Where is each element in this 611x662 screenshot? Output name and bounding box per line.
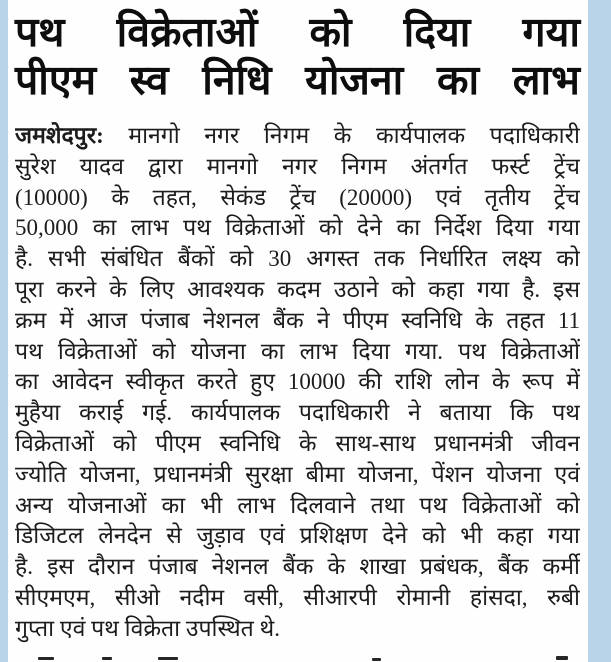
article-body [15,121,580,645]
cropped-text-fragment-bottom [372,658,381,661]
body-line: सुरेश यादव द्वारा मानगो नगर निगम अंतर्गत फर्स्ट ट्रेंच [15,153,580,179]
cropped-text-fragment-bottom [102,657,112,660]
body-line: विक्रेताओं को पीएम स्वनिधि के साथ-साथ प्रधानमंत्री जीवन [15,430,580,456]
body-line: है. सभी संबंधित बैंकों को 30 अगस्त तक निर्धारित लक्ष्य को [15,246,580,272]
body-line-text: मानगो नगर निगम के कार्यपालक पदाधिकारी [128,123,580,148]
body-line: गुप्ता एवं पथ विक्रेता उपस्थित थे. [15,615,280,641]
body-line: सीएमएम, सीओ नदीम वसी, सीआरपी रोमानी हांसदा, रुबी [15,584,580,610]
dateline: जमशेदपुर: [15,123,104,148]
body-line: क्रम में आज पंजाब नेशनल बैंक ने पीएम स्वनिधि के तहत 11 [15,307,580,333]
body-line: (10000) के तहत, सेकंड ट्रेंच (20000) एवं तृतीय ट्रेंच [15,184,580,210]
body-line: ज्योति योजना, प्रधानमंत्री सुरक्षा बीमा योजना, पेंशन योजना एवं [15,461,580,487]
body-line: पथ विक्रेताओं को योजना का लाभ दिया गया. पथ विक्रेताओं [15,338,580,364]
body-line: पूरा करने के लिए आवश्यक कदम उठाने को कहा गया है. इस [15,276,580,302]
headline-line-2: पीएम स्व निधि योजना का लाभ [15,57,580,103]
cropped-text-fragment-bottom [556,656,568,660]
body-line: मुहैया कराई गई. कार्यपालक पदाधिकारी ने बताया कि पथ [15,400,580,426]
body-line: 50,000 का लाभ पथ विक्रेताओं को देने का निर्देश दिया गया [15,215,580,241]
body-line: डिजिटल लेनदेन से जुड़ाव एवं प्रशिक्षण देने को भी कहा गया [15,523,580,549]
headline-line-1: पथ विक्रेताओं को दिया गया [15,9,580,55]
cropped-text-fragment-bottom [158,657,178,660]
body-line [15,121,580,152]
cropped-text-fragment-bottom [38,657,54,660]
body-line: का आवेदन स्वीकृत करते हुए 10000 की राशि लोन के रूप में [15,369,580,395]
body-line: अन्य योजनाओं का भी लाभ दिलवाने तथा पथ विक्रेताओं को [15,492,580,518]
newspaper-clipping [8,0,588,662]
body-line: है. इस दौरान पंजाब नेशनल बैंक के शाखा प्रबंधक, बैंक कर्मी [15,554,580,580]
article-headline [15,8,580,104]
